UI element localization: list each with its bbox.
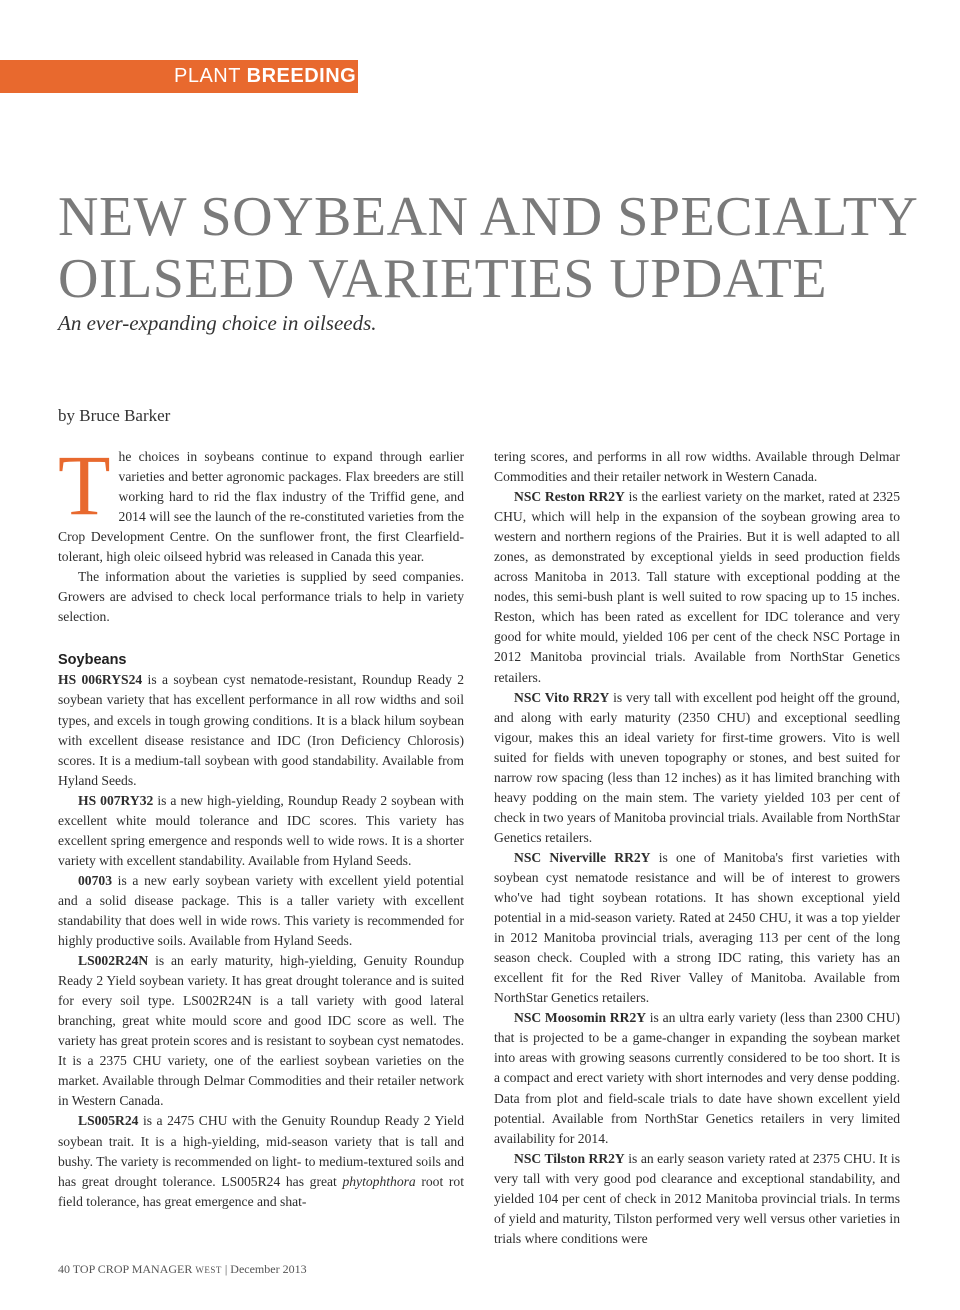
variety-text: is an ultra early variety (less than 2300 CHU) that is projected to be a game-changer in expanding the soybean market into areas with growing seasons currently considered to be too short. It is a compact and erect variety with short internodes and very dense podding. Data from plot and field-scale trials to date have shown excellent yield potential. Available from NorthStar Genetics retailers in very limited availability for 2014.	[494, 1010, 900, 1146]
variety-name: NSC Reston RR2Y	[514, 489, 625, 505]
variety-name: NSC Moosomin RR2Y	[514, 1010, 647, 1026]
intro-paragraph	[58, 437, 464, 567]
variety-name: 00703	[78, 872, 112, 888]
variety-text: is the earliest variety on the market, rated at 2325 CHU, which will help in the expansion of the soybean growing area to western and northern regions of the Prairies. But it is well adapted to all zones, as demonstrated by exceptional yields in seed production fields across Manitoba in 2013. Tall stature with exceptional podding at the nodes, this semi-bush plant is well suited to row spacing up to 15 inches. Reston, which has been rated as excellent for IDC tolerance and very good for white mould, yielded 106 per cent of the check NSC Portage in 2012 Manitoba provincial trials. Available from NorthStar Genetics retailers.	[494, 489, 901, 685]
variety-entry	[58, 951, 464, 1111]
issue-date: December 2013	[230, 1262, 307, 1276]
variety-entry	[58, 791, 464, 871]
section-tag-bold: BREEDING	[246, 65, 357, 87]
variety-name: LS002R24N	[78, 953, 149, 969]
variety-text: is a soybean cyst nematode-resistant, Roundup Ready 2 soybean variety that has excellent performance in all row widths and soil types, and excels in tough growing conditions. It is a black hilum soybean with excellent disease resistance and IDC (Iron Deficiency Chlorosis) scores. It is a medium-tall soybean with good standability. Available from Hyland Seeds.	[58, 672, 465, 788]
drop-cap: T	[58, 437, 111, 533]
variety-name: HS 006RYS24	[58, 672, 143, 688]
info-paragraph: The information about the varieties is supplied by seed companies. Growers are advised to check local performance trials to help in variety selection.	[58, 569, 464, 625]
variety-text: is an early season variety rated at 2375 CHU. It is very tall with very good pod clearance and exceptional standability, and yielded 104 per cent of check in 2012 Manitoba provincial trials. In terms of yield and maturity, Tilston performed very well versus other varieties in trials where conditions were	[494, 1150, 900, 1246]
left-column	[58, 437, 465, 1212]
magazine-name: TOP CROP MANAGER	[72, 1262, 193, 1276]
variety-text: is an early maturity, high-yielding, Genuity Roundup Ready 2 Yield soybean variety. It has great drought tolerance and is suited for every soil type. LS002R24N is a tall variety with good lateral branching, great white mould score and good IDC score as well. The variety has great protein scores and is resistant to soybean cyst nematodes. It is a 2375 CHU variety, one of the earliest soybean varieties on the market. Available through Delmar Commodities and their retailer network in Western Canada.	[58, 953, 464, 1109]
right-column	[494, 447, 900, 1249]
article-title	[58, 186, 938, 310]
edition-label: WEST	[195, 1265, 222, 1275]
variety-entry	[58, 670, 464, 790]
variety-name: LS005R24	[78, 1113, 139, 1129]
variety-entry	[58, 1111, 464, 1211]
variety-text: is a 2475 CHU with the Genuity Roundup Ready 2 Yield soybean trait. It is a high-yielding, mid-season variety that is tall and bushy. The variety is recommended on light- to medium-textured soils and has great drought tolerance. LS005R24 has great	[58, 1113, 464, 1189]
variety-entry	[58, 871, 464, 951]
variety-entry	[494, 1149, 900, 1249]
variety-text-after: root rot field tolerance, has great emergence and shat-	[58, 1173, 464, 1209]
variety-text: is a new early soybean variety with excellent yield potential and a solid disease package. This is a taller variety with excellent standability that does well in wide rows. This variety is recommended for highly productive soils. Available from Hyland Seeds.	[58, 872, 464, 949]
variety-name: NSC Niverville RR2Y	[514, 849, 651, 865]
variety-italic-term: phytophthora	[342, 1173, 416, 1189]
page-footer: 40 TOP CROP MANAGER WEST | December 2013	[58, 1262, 307, 1276]
variety-name: HS 007RY32	[78, 792, 154, 808]
variety-entry	[494, 1008, 900, 1148]
variety-text: is one of Manitoba's first varieties with soybean cyst nematode resistance and will be of interest to growers who've had tight soybean rotations. It has shown exceptional yield potential in a mid-season variety. Rated at 2450 CHU, it was a top yielder in 2012 Manitoba provincial trials, averaging 113 per cent of the long season check. Coupled with a strong IDC rating, this variety has an excellent fit for the Red River Valley of Manitoba. Available from NorthStar Genetics retailers.	[494, 849, 900, 1006]
section-tag	[0, 60, 358, 93]
variety-entry	[494, 688, 900, 848]
soybeans-heading: Soybeans	[58, 652, 127, 669]
article-subtitle: An ever-expanding choice in oilseeds.	[58, 311, 377, 335]
variety-name: NSC Tilston RR2Y	[514, 1150, 625, 1166]
variety-entry	[494, 487, 900, 687]
page-number: 40	[58, 1262, 70, 1276]
title-line-2: OILSEED VARIETIES UPDATE	[58, 248, 828, 310]
variety-text: is a new high-yielding, Roundup Ready 2 soybean with excellent white mould tolerance and IDC scores. This variety has excellent spring emergence and responds well to wide rows. It is a shorter variety with excellent standability. Available from Hyland Seeds.	[58, 792, 464, 868]
variety-entry	[494, 848, 900, 1008]
continuation-paragraph: tering scores, and performs in all row widths. Available through Delmar Commodities and their retailer network in Western Canada.	[494, 449, 900, 485]
section-tag-light: PLANT	[174, 65, 247, 87]
byline: by Bruce Barker	[58, 406, 171, 425]
variety-name: NSC Vito RR2Y	[514, 689, 610, 705]
intro-text: he choices in soybeans continue to expand through earlier varieties and better agronomic packages. Flax breeders are still working hard to rid the flax industry of the Triffid gene, and 2014 will see the launch of the re-constituted varieties from the Crop Development Centre. On the sunflower front, the first Clearfield-tolerant, high oleic oilseed hybrid was released in Canada this year.	[58, 449, 464, 565]
title-line-1: NEW SOYBEAN AND SPECIALTY	[58, 186, 919, 248]
variety-text: is very tall with excellent pod height off the ground, and along with early maturity (2350 CHU) and exceptional seedling vigour, makes this an ideal variety for first-time growers. Vito is well suited for fields with uneven topography or stones, and best suited for narrow row spacing (less than 12 inches) as it has limited branching with heavy podding on the main stem. The variety yielded 103 per cent of check in two years of Manitoba provincial trials. Available from NorthStar Genetics retailers.	[494, 689, 900, 845]
